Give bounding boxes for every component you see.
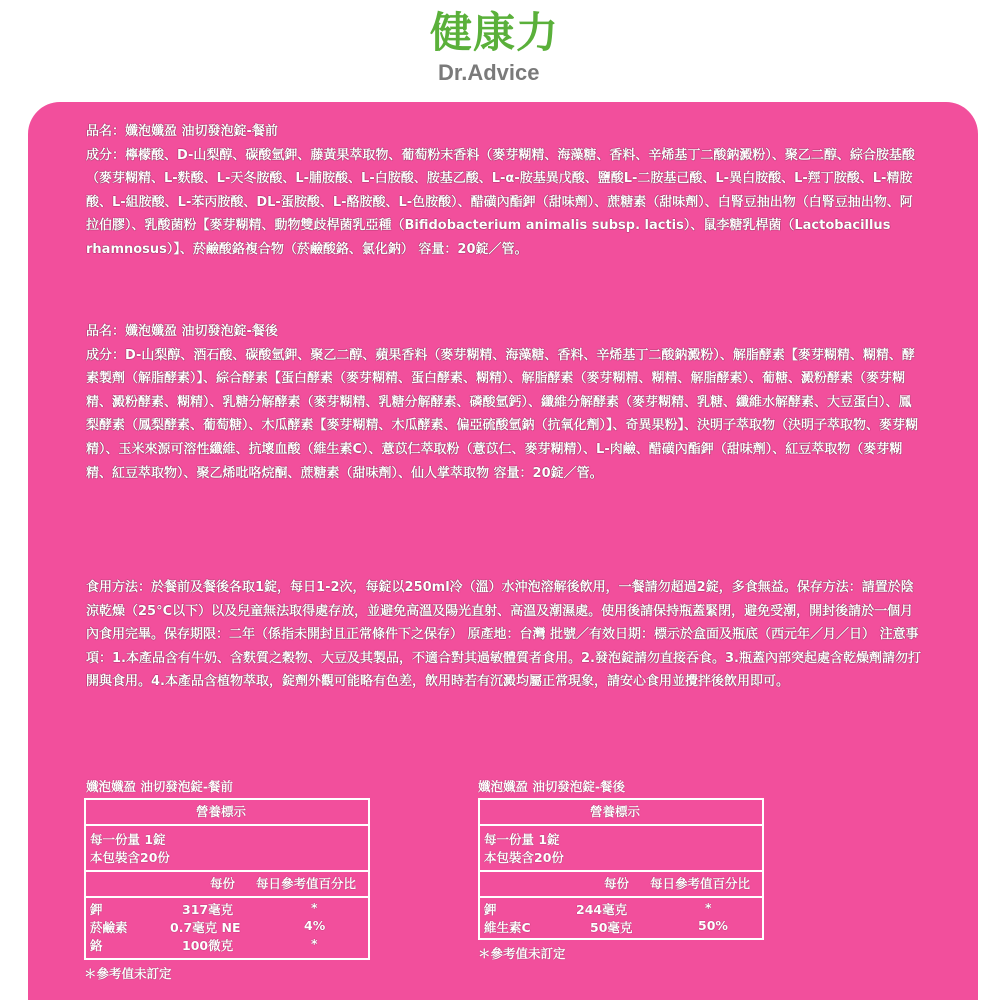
table-left-row-name: 鉻	[90, 938, 103, 953]
product-section-after-meal	[86, 320, 922, 485]
table-left-row-amount: 0.7毫克 NE	[170, 920, 241, 935]
table-left-servings-per-pack: 本包裝含20份	[90, 850, 170, 865]
ingredients-before-meal: 成分：檸檬酸、D-山梨醇、碳酸氫鉀、藤黃果萃取物、葡萄粉末香料（麥芽糊精、海藻糖、香料、辛烯基丁二酸鈉澱粉）、聚乙二醇、綜合胺基酸（麥芽糊精、L-麩酸、L-天冬胺酸、L-脯胺酸、L-白胺酸、胺基乙酸、L-α-胺基異戊酸、鹽酸L-二胺基己酸、L-異白胺酸、L-羥丁胺酸、L-精胺酸、L-組胺酸、L-苯丙胺酸、DL-蛋胺酸、L-酪胺酸、L-色胺酸）、醋磺內酯鉀（甜味劑）、蔗糖素（甜味劑）、白腎豆抽出物（白腎豆抽出物、阿拉伯膠）、乳酸菌粉【麥芽糊精、動物雙歧桿菌乳亞種（Bifidobacterium animalis subsp. lactis）、鼠李糖乳桿菌（Lactobacillus rhamnosus）】、菸鹼酸鉻複合物（菸鹼酸鉻、氯化鈉） 容量：20錠／管。	[86, 147, 915, 257]
table-left-serving: 每一份量 1錠	[90, 832, 166, 847]
table-left-footnote: ＊參考值未訂定	[84, 966, 172, 981]
table-left-col-dv: 每日參考值百分比	[256, 876, 357, 891]
table-right-row-amount: 244毫克	[576, 902, 628, 917]
usage-text: 食用方法：於餐前及餐後各取1錠，每日1-2次，每錠以250ml冷（溫）水沖泡溶解後飲用，一餐請勿超過2錠，多食無益。保存方法：請置於陰涼乾燥（25°C以下）以及兒童無法取得處存放，並避免高溫及陽光直射、高溫及潮濕處。使用後請保持瓶蓋緊閉，避免受潮，開封後請於一個月內食用完畢。保存期限：二年（係指未開封且正常條件下之保存） 原產地：台灣 批號／有效日期：標示於盒面及瓶底（西元年／月／日） 注意事項：1.本產品含有牛奶、含麩質之穀物、大豆及其製品，不適合對其過敏體質者食用。2.發泡錠請勿直接吞食。3.瓶蓋內部突起處含乾燥劑請勿打開與食用。4.本產品含植物萃取，錠劑外觀可能略有色差，飲用時若有沉澱均屬正常現象，請安心食用並攪拌後飲用即可。	[86, 580, 921, 690]
table-left-row-dv: 4%	[304, 918, 326, 933]
table-left-row-dv: *	[311, 900, 318, 915]
nutrition-table-left	[84, 798, 370, 960]
table-left-row-dv: *	[311, 936, 318, 951]
table-right-header: 營養標示	[590, 804, 641, 819]
table-left-row-amount: 100微克	[182, 938, 234, 953]
product-name-before-meal: 品名：孅泡孅盈 油切發泡錠-餐前	[86, 124, 278, 139]
nutrition-table-right	[478, 798, 764, 940]
table-right-servings-per-pack: 本包裝含20份	[484, 850, 564, 865]
table-right-serving: 每一份量 1錠	[484, 832, 560, 847]
table-right-row-amount: 50毫克	[590, 920, 633, 935]
product-name-after-meal: 品名：孅泡孅盈 油切發泡錠-餐後	[86, 324, 278, 339]
table-right-col-per: 每份	[604, 876, 630, 891]
table-left-col-per: 每份	[210, 876, 236, 891]
table-left-row-amount: 317毫克	[182, 902, 234, 917]
brand-logo	[430, 8, 580, 88]
table-right-caption: 孅泡孅盈 油切發泡錠-餐後	[478, 779, 626, 794]
brand-logo-english: Dr.Advice	[438, 60, 540, 85]
table-right-col-dv: 每日參考值百分比	[650, 876, 751, 891]
usage-instructions	[86, 576, 922, 694]
product-section-before-meal	[86, 120, 922, 262]
table-left-header: 營養標示	[196, 804, 247, 819]
table-right-row-dv: *	[705, 900, 712, 915]
brand-logo-chinese: 健康力	[430, 8, 560, 57]
table-left-caption: 孅泡孅盈 油切發泡錠-餐前	[86, 779, 234, 794]
table-right-row-name: 鉀	[484, 902, 497, 917]
table-right-row-dv: 50%	[698, 918, 728, 933]
table-left-row-name: 菸鹼素	[90, 920, 128, 935]
table-left-row-name: 鉀	[90, 902, 103, 917]
table-right-footnote: ＊參考值未訂定	[478, 946, 566, 961]
ingredients-after-meal: 成分：D-山梨醇、酒石酸、碳酸氫鉀、聚乙二醇、蘋果香料（麥芽糊精、海藻糖、香料、辛烯基丁二酸鈉澱粉）、解脂酵素【麥芽糊精、糊精、酵素製劑（解脂酵素）】、綜合酵素【蛋白酵素（麥芽糊精、蛋白酵素、糊精）、解脂酵素（麥芽糊精、糊精、解脂酵素）、葡糖、澱粉酵素（麥芽糊精、澱粉酵素、糊精）、乳糖分解酵素（麥芽糊精、乳糖分解酵素、磷酸氫鈣）、纖維分解酵素（麥芽糊精、乳糖、纖維水解酵素、大豆蛋白）、鳳梨酵素（鳳梨酵素、葡萄糖）、木瓜酵素【麥芽糊精、木瓜酵素、偏亞硫酸氫鈉（抗氧化劑）】、奇異果粉】、決明子萃取物（決明子萃取物、麥芽糊精）、玉米來源可溶性纖維、抗壞血酸（維生素C）、薏苡仁萃取粉（薏苡仁、麥芽糊精）、L-肉鹼、醋磺內酯鉀（甜味劑）、紅豆萃取物（麥芽糊精、紅豆萃取物）、聚乙烯吡咯烷酮、蔗糖素（甜味劑）、仙人掌萃取物 容量：20錠／管。	[86, 347, 919, 481]
table-right-row-name: 維生素C	[484, 920, 531, 935]
